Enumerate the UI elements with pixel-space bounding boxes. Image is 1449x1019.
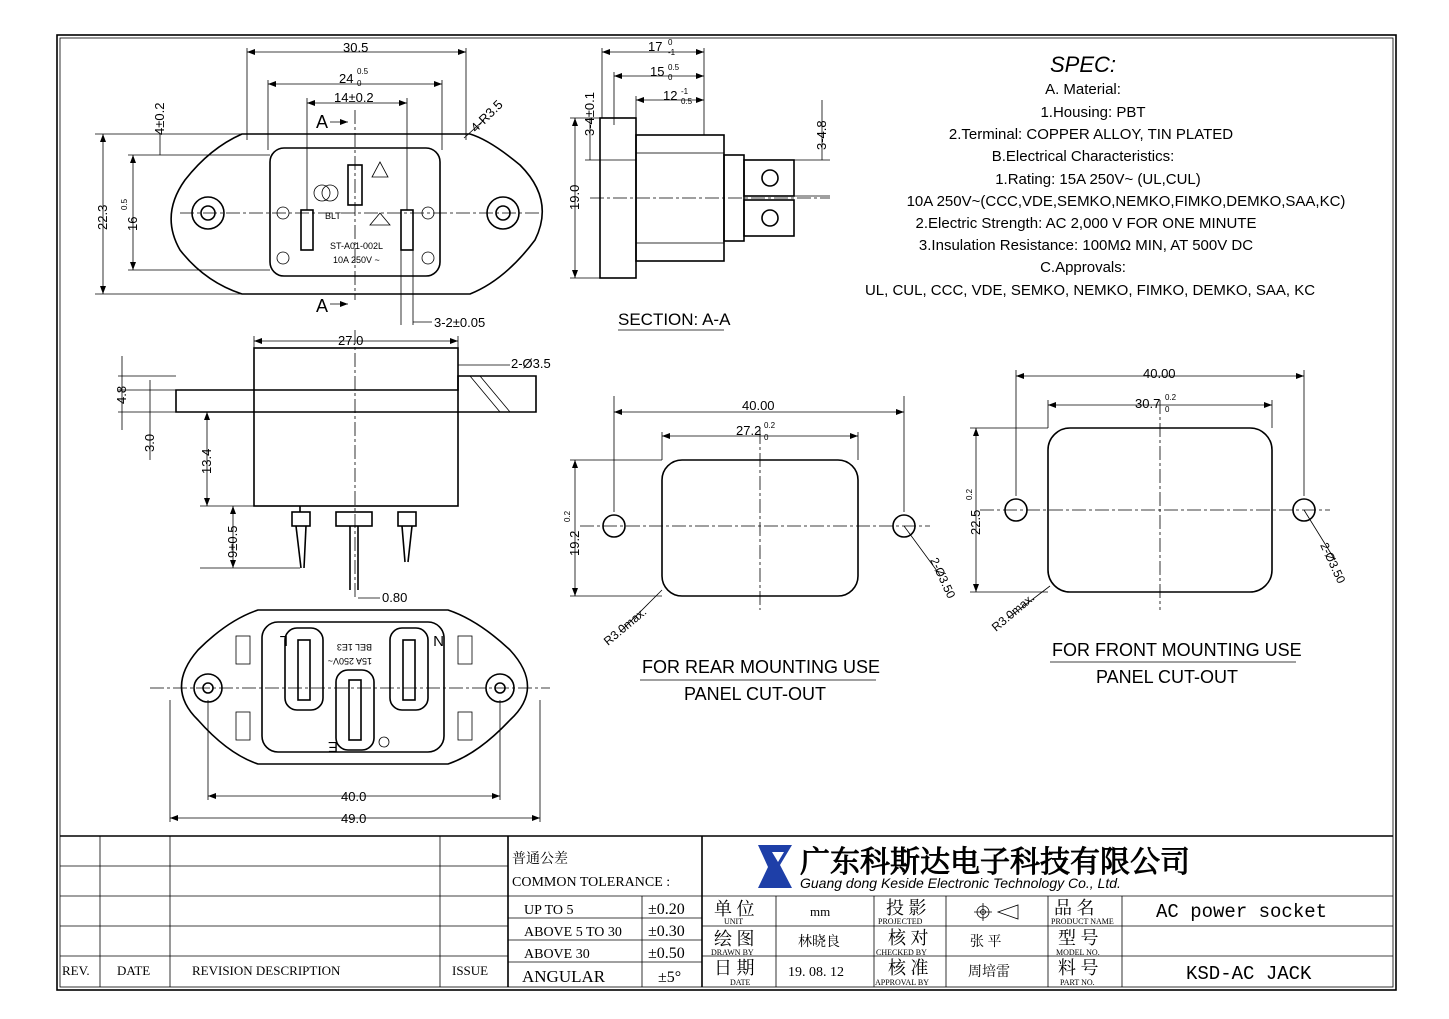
svg-text:CHECKED BY: CHECKED BY: [876, 948, 927, 957]
svg-text:0: 0: [764, 433, 769, 442]
issue-header: ISSUE: [452, 963, 489, 978]
svg-text:日 期: 日 期: [714, 958, 755, 978]
spec-line: B.Electrical Characteristics:: [991, 148, 1175, 165]
svg-text:N: N: [433, 632, 444, 649]
svg-text:4±0.2: 4±0.2: [152, 102, 167, 135]
svg-text:绘 图: 绘 图: [714, 929, 755, 949]
svg-text:0: 0: [668, 73, 673, 82]
tolerance-range: UP TO 5: [524, 903, 574, 918]
svg-text:22.3: 22.3: [95, 204, 110, 230]
svg-text:BLT: BLT: [325, 211, 341, 221]
svg-text:PART NO.: PART NO.: [1060, 978, 1095, 987]
spec-line: 2.Electric Strength: AC 2,000 V FOR ONE MINUTE: [915, 215, 1257, 232]
svg-text:投 影: 投 影: [886, 898, 927, 918]
svg-text:L: L: [279, 632, 288, 649]
svg-text:PRODUCT NAME: PRODUCT NAME: [1051, 917, 1114, 926]
spec-line: 2.Terminal: COPPER ALLOY, TIN PLATED: [948, 126, 1234, 143]
rev-header: REV.: [62, 963, 90, 978]
svg-text:FOR REAR MOUNTING USE: FOR REAR MOUNTING USE: [642, 657, 881, 677]
spec-line: C.Approvals:: [1040, 259, 1126, 276]
section-view: [567, 38, 830, 330]
svg-text:0.2: 0.2: [965, 488, 974, 500]
svg-text:PANEL CUT-OUT: PANEL CUT-OUT: [684, 684, 827, 704]
svg-text:R3.0max.: R3.0max.: [988, 590, 1038, 635]
svg-text:DRAWN BY: DRAWN BY: [711, 948, 754, 957]
tolerance-range: ABOVE 5 TO 30: [524, 925, 622, 940]
tolerance-value: ±0.20: [648, 901, 685, 918]
svg-text:2-Ø3.50: 2-Ø3.50: [927, 555, 959, 601]
svg-text:UNIT: UNIT: [724, 917, 744, 926]
bottom-view: [150, 610, 550, 826]
company-name-cn: 广东科斯达电子科技有限公司: [800, 846, 1190, 879]
svg-text:19. 08. 12: 19. 08. 12: [788, 965, 844, 980]
spec-line: 3.Insulation Resistance: 100MΩ MIN, AT 500V DC: [918, 237, 1254, 254]
revision-description-header: REVISION DESCRIPTION: [192, 963, 341, 978]
front-cutout: [965, 366, 1348, 687]
svg-text:林晓良: 林晓良: [798, 935, 840, 950]
svg-text:30.5: 30.5: [343, 40, 369, 55]
svg-text:A: A: [316, 112, 329, 132]
svg-text:普通公差: 普通公差: [512, 852, 568, 867]
svg-text:0.5: 0.5: [357, 67, 369, 76]
svg-text:9±0.5: 9±0.5: [225, 525, 240, 558]
svg-text:单 位: 单 位: [714, 899, 755, 919]
svg-text:4.8: 4.8: [114, 385, 129, 404]
svg-text:0.2: 0.2: [764, 421, 776, 430]
svg-text:SECTION: A-A: SECTION: A-A: [618, 310, 731, 329]
svg-text:品 名: 品 名: [1054, 898, 1095, 918]
svg-text:R3.0max.: R3.0max.: [600, 604, 650, 649]
svg-text:27.2: 27.2: [736, 423, 762, 438]
svg-text:13.4: 13.4: [199, 448, 214, 474]
tolerance-value: ±0.30: [648, 923, 685, 940]
part-number-value: KSD-AC JACK: [1186, 963, 1312, 985]
svg-text:3.0: 3.0: [142, 433, 157, 452]
svg-text:15A 250V~: 15A 250V~: [327, 656, 372, 666]
svg-text:PANEL CUT-OUT: PANEL CUT-OUT: [1096, 667, 1239, 687]
svg-text:周培雷: 周培雷: [968, 965, 1010, 980]
company-logo: [758, 845, 792, 888]
svg-text:3-2±0.05: 3-2±0.05: [434, 315, 486, 330]
svg-text:30.7: 30.7: [1135, 396, 1161, 411]
svg-text:FOR FRONT MOUNTING USE: FOR FRONT MOUNTING USE: [1052, 640, 1302, 660]
svg-text:ST-A01-002L: ST-A01-002L: [330, 241, 384, 251]
svg-text:-1: -1: [668, 48, 676, 57]
svg-text:2-Ø3.50: 2-Ø3.50: [1317, 540, 1349, 586]
svg-text:PROJECTED: PROJECTED: [878, 917, 923, 926]
svg-text:0: 0: [1165, 405, 1170, 414]
svg-text:0: 0: [668, 38, 673, 47]
svg-text:料 号: 料 号: [1058, 958, 1099, 978]
svg-text:49.0: 49.0: [341, 811, 367, 826]
date-header: DATE: [117, 963, 151, 978]
svg-text:24: 24: [339, 71, 354, 86]
svg-text:16: 16: [125, 216, 140, 231]
spec-line: 1.Housing: PBT: [1040, 104, 1146, 121]
spec-line: UL, CUL, CCC, VDE, SEMKO, NEMKO, FIMKO, DEMKO, SAA, KC: [864, 282, 1316, 299]
svg-text:APPROVAL BY: APPROVAL BY: [875, 978, 930, 987]
svg-text:0.2: 0.2: [1165, 393, 1177, 402]
svg-text:BEL 1E3: BEL 1E3: [336, 642, 372, 652]
spec-line: 1.Rating: 15A 250V~ (UL,CUL): [995, 171, 1201, 188]
svg-text:张 平: 张 平: [970, 935, 1002, 950]
svg-text:核 对: 核 对: [888, 928, 929, 948]
svg-text:0.5: 0.5: [681, 97, 693, 106]
tolerance-range: ANGULAR: [522, 967, 606, 986]
svg-text:3-4.8: 3-4.8: [814, 120, 829, 150]
spec-line: A. Material:: [1045, 81, 1121, 98]
spec-block: [865, 52, 1345, 299]
svg-text:10A 250V ~: 10A 250V ~: [333, 255, 380, 265]
tolerance-value: ±5°: [658, 969, 682, 986]
spec-title: SPEC:: [1049, 52, 1117, 77]
svg-text:DATE: DATE: [730, 978, 751, 987]
svg-text:mm: mm: [810, 904, 831, 919]
tolerance-range: ABOVE 30: [524, 947, 590, 962]
svg-text:15: 15: [650, 64, 665, 79]
svg-text:40.00: 40.00: [742, 398, 775, 413]
tolerance-value: ±0.50: [648, 945, 685, 962]
title-block: [60, 836, 1393, 987]
svg-text:0.5: 0.5: [668, 63, 680, 72]
svg-text:型 号: 型 号: [1058, 928, 1099, 948]
projection-symbol-icon: [974, 903, 1018, 921]
side-view: [114, 330, 551, 605]
svg-text:核 准: 核 准: [888, 958, 929, 978]
spec-line: 10A 250V~(CCC,VDE,SEMKO,NEMKO,FIMKO,DEMKO,SAA,KC): [906, 193, 1346, 210]
svg-text:E: E: [327, 738, 338, 755]
svg-text:COMMON TOLERANCE :: COMMON TOLERANCE :: [512, 875, 671, 890]
svg-text:3-4±0.1: 3-4±0.1: [582, 92, 597, 136]
svg-text:40.0: 40.0: [341, 789, 367, 804]
svg-text:14±0.2: 14±0.2: [334, 90, 374, 105]
svg-text:4-R3.5: 4-R3.5: [467, 96, 506, 136]
top-view: [95, 40, 542, 330]
svg-text:A: A: [316, 296, 329, 316]
svg-text:-1: -1: [681, 87, 689, 96]
svg-text:12: 12: [663, 88, 678, 103]
rear-cutout: [563, 396, 958, 704]
svg-text:2-Ø3.5: 2-Ø3.5: [511, 356, 551, 371]
svg-text:0.5: 0.5: [120, 198, 129, 210]
svg-text:40.00: 40.00: [1143, 366, 1176, 381]
product-name-value: AC power socket: [1156, 901, 1328, 923]
svg-text:0: 0: [357, 79, 362, 88]
svg-text:MODEL NO.: MODEL NO.: [1056, 948, 1100, 957]
svg-text:22.5: 22.5: [968, 509, 983, 535]
svg-text:0.2: 0.2: [563, 510, 572, 522]
svg-text:19.2: 19.2: [567, 530, 582, 556]
company-name-en: Guang dong Keside Electronic Technology Co., Ltd.: [800, 875, 1121, 891]
svg-text:19.0: 19.0: [567, 184, 582, 210]
svg-text:0.80: 0.80: [382, 590, 408, 605]
svg-text:17: 17: [648, 39, 663, 54]
svg-text:27.0: 27.0: [338, 333, 364, 348]
